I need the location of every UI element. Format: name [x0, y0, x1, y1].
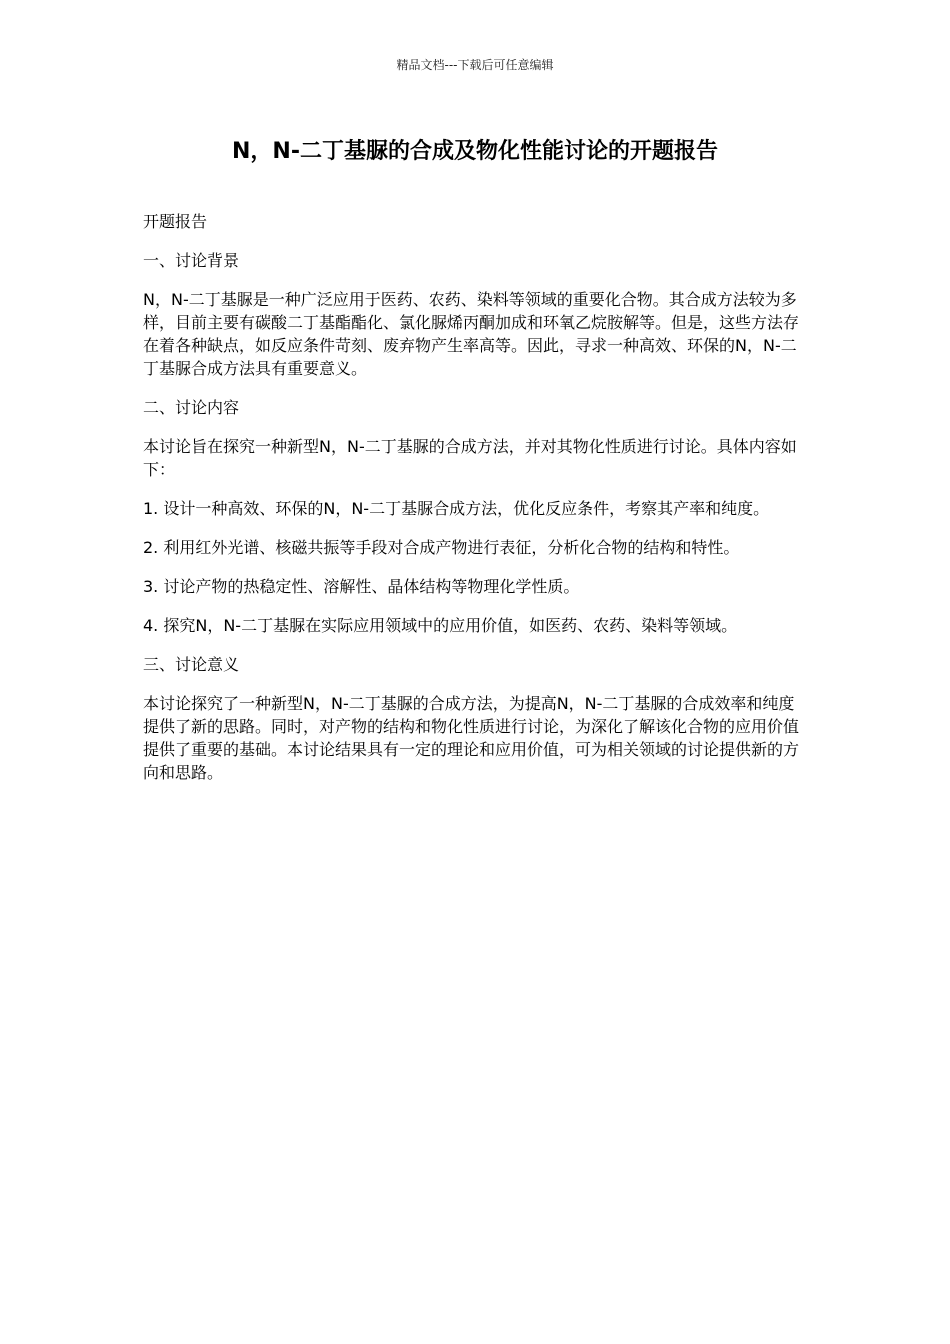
list-item-3: 3. 讨论产物的热稳定性、溶解性、晶体结构等物理化学性质。 — [143, 577, 580, 596]
paragraph-significance: 本讨论探究了一种新型N，N-二丁基脲的合成方法，为提高N，N-二丁基脲的合成效率和纯度提供了新的思路。同时，对产物的结构和物化性质进行讨论，为深化了解该化合物的应用价值提供了重要的基础。本讨论结果具有一定的理论和应用价值，可为相关领域的讨论提供新的方向和思路。 — [143, 694, 800, 782]
label-report: 开题报告 — [143, 212, 208, 231]
paragraph-content-intro: 本讨论旨在探究一种新型N，N-二丁基脲的合成方法，并对其物化性质进行讨论。具体内容如下： — [143, 437, 797, 479]
list-item-4: 4. 探究N，N-二丁基脲在实际应用领域中的应用价值，如医药、农药、染料等领域。 — [143, 616, 738, 635]
paragraph-background: N，N-二丁基脲是一种广泛应用于医药、农药、染料等领域的重要化合物。其合成方法较为多样，目前主要有碳酸二丁基酯酯化、氯化脲烯丙酮加成和环氧乙烷胺解等。但是，这些方法存在着各种缺点，如反应条件苛刻、废弃物产生率高等。因此，寻求一种高效、环保的N，N-二丁基脲合成方法具有重要意义。 — [143, 290, 800, 378]
page-header: 精品文档---下载后可任意编辑 — [396, 58, 554, 72]
document-title: N，N-二丁基脲的合成及物化性能讨论的开题报告 — [232, 139, 718, 164]
section-heading-content: 二、讨论内容 — [143, 398, 240, 417]
document-body — [143, 210, 803, 800]
section-heading-significance: 三、讨论意义 — [143, 655, 240, 674]
list-item-1: 1. 设计一种高效、环保的N，N-二丁基脲合成方法，优化反应条件，考察其产率和纯度。 — [143, 499, 770, 518]
section-heading-background: 一、讨论背景 — [143, 251, 240, 270]
list-item-2: 2. 利用红外光谱、核磁共振等手段对合成产物进行表征，分析化合物的结构和特性。 — [143, 538, 740, 557]
